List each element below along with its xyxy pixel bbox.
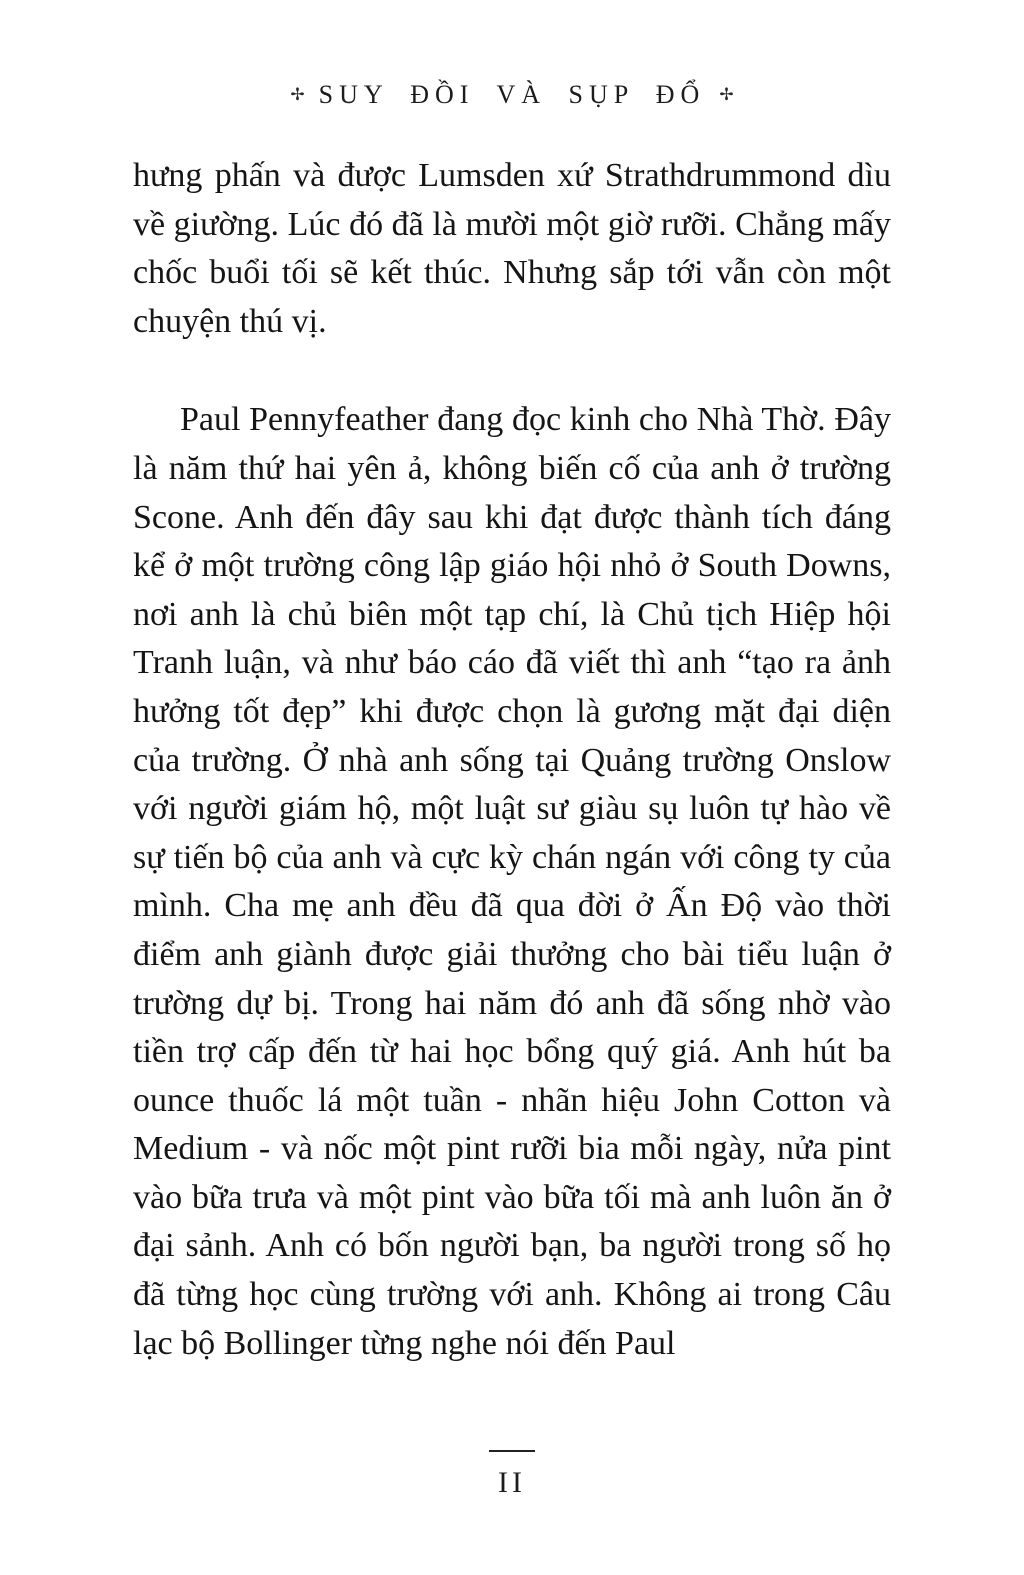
ornament-cross-icon: ✢ [719, 85, 734, 104]
paragraph-continuation: hưng phấn và được Lumsden xứ Strathdrummond dìu về giường. Lúc đó đã là mười một giờ rưỡi. Chẳng mấy chốc buổi tối sẽ kết thúc. Nhưng sắp tới vẫn còn một chuyện thú vị. [133, 157, 891, 340]
page-number: II [498, 1466, 526, 1499]
footer-rule [489, 1450, 535, 1452]
paragraph: Paul Pennyfeather đang đọc kinh cho Nhà Thờ. Đây là năm thứ hai yên ả, không biến cố của anh ở trường Scone. Anh đến đây sau khi đạt được thành tích đáng kể ở một trường công lập giáo hội nhỏ ở South Downs, nơi anh là chủ biên một tạp chí, là Chủ tịch Hiệp hội Tranh luận, và như báo cáo đã viết thì anh “tạo ra ảnh hưởng tốt đẹp” khi được chọn là gương mặt đại diện của trường. Ở nhà anh sống tại Quảng trường Onslow với người giám hộ, một luật sư giàu sụ luôn tự hào về sự tiến bộ của anh và cực kỳ chán ngán với công ty của mình. Cha mẹ anh đều đã qua đời ở Ấn Độ vào thời điểm anh giành được giải thưởng cho bài tiểu luận ở trường dự bị. Trong hai năm đó anh đã sống nhờ vào tiền trợ cấp đến từ hai học bổng quý giá. Anh hút ba ounce thuốc lá một tuần - nhãn hiệu John Cotton và Medium - và nốc một pint rưỡi bia mỗi ngày, nửa pint vào bữa trưa và một pint vào bữa tối mà anh luôn ăn ở đại sảnh. Anh có bốn người bạn, ba người trong số họ đã từng học cùng trường với anh. Không ai trong Câu lạc bộ Bollinger từng nghe nói đến Paul [133, 401, 891, 1362]
page-footer [0, 1450, 1024, 1500]
ornament-cross-icon: ✢ [290, 85, 305, 104]
body-text-block [133, 152, 891, 1368]
running-head [0, 80, 1024, 110]
running-head-title: SUY ĐỒI VÀ SỤP ĐỔ [318, 80, 706, 109]
